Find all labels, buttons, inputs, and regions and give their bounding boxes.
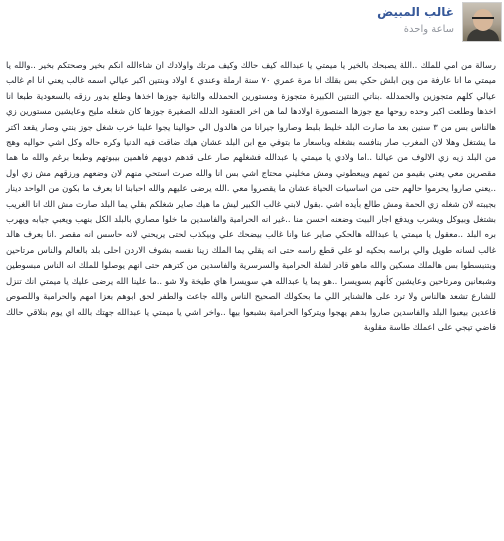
profile-avatar[interactable] — [462, 2, 502, 42]
avatar-glasses-shape — [472, 17, 494, 24]
author-name-link[interactable]: غالب المبيض — [377, 5, 454, 19]
post-header — [0, 0, 504, 46]
post-body-text: رسالة من امي للملك ..اللة يصبحك بالخير يا ميمتي يا عبدالله كيف حالك وكيف مرتك واولادك ان شاءالله انكم بخير وصحتكم بخير ..والله يا ميمتي ما انا عارفة من وين ابلش حكي بس بقلك انا مرة عمري ٧٠ سنة ارملة وعندي ٤ اولاد وبنتين اكبر عيالي اسمه غالب يعني انا ام غالب عيالي كلهم متجوزين والحمدلله .بناتي التنتين الكبيرة متجوزة ومستورين الحمدلله والثانية جوزها اخذها وطلع بدور رزقه بالسعودية طبعا انا اخذها وطلعت اكبر وحده روحها مع جوزها المنصورة اولادها لما هن اخر العنقود الدلله الصغيرة جوزها كان شغله مليح وعايشين مستورين زي هالناس بس من ٣ سنين بعد ما صارت البلد خليط بلبط وصاروا جيرانا من هالدول الي حوالينا يجوا علينا خرب شغل جوز بنتي وصار يقعد اكتر ما يشتغل وهلا لان المغرب صار بنافسه بشغله وباسعار ما بتوفي مع ابن البلد عشان هيك ضاقت فيه الدنيا وكره حاله وكل اشي حواليه وهج من البلد زيه زي الالوف من عيالنا ..اما ولادي يا ميمتي يا عبدالله فشغلهم صار على قدهم دويهم فاهمين بيبوتهم وطبعا برغم والله ما هما مقصرين معي يعني بقيمو من ثمهم ويبعطوني ومش مخليني محتاج اشي بس انا والله صرت استحي منهم لان وضعهم ورزقهم مش زي اول ..يعني صاروا يحرموا حالهم حتى من اساسيات الحياة عشان ما يقصروا معي .الله يرضى عليهم والله احبابنا انا بعرف ما بكون من الواحد دينار بجيبته لان شغله زي الحمة ومش طالع بأيده اشي .بقول لابني غالب الكبير ليش ما هيك صاير شغلكم بقلي يما البلد صارت مش الك انا الغريب بشتغل وبيوكل ويشرب ويدفع اجار البيت وضعنه احسن منا ..غير انه الحرامية والفاسدين ما خلوا مصاري بالبلد الكل بنهب ويعبي جيابه ويهرب بره البلد ..معقول يا ميمتي يا عبدالله هالحكي صاير عنا وانا غالب بيضحك علي وبيكذب لحتى يريحني لانه حاسس انه مقصر .انا بعرف هالد غالب لسانه طويل والي براسه بحكيه لو علي قطع راسه حتى انه يقلي يما الملك زينا نفسه بشوف الاردن احلى بلد بالعالم والناس مرتاحين وبتنبسطوا بس هالملك مسكين والله ماهو قادر لشلة الحرامية والسرسرية والفاسدين من كترهم حتى انهم يوصلوا للملك انه الناس مبسوطين وشبعانين ومرتاحين وعايشين كأنهم بسويسرا ..هو يما يا عبدالله هي سويسرا هاي طيخة ولا شو ..ما علينا الله يرضى عليك يا ميمتي انك تنزل للشارع تشعد هالناس ولا ترد على هالشناير اللي ما بحكولك الصحيح الناس والله جاعت والطفر لحق ابوهم بعزا امهم والحرامية واللصوص قاعدين بيعبوا البلد والفاسدين صاروا بدهم يهجوا ويتركوا الحرامية بشبعوا بيها ..واخر اشي يا ميمتي يا عبدالله جهتك بالله اي يوم بنلاقي حالك فاضي تيجي على اعملك طاسة مقلوبة — [3, 60, 497, 332]
post-timestamp[interactable]: ساعة واحدة — [403, 24, 454, 35]
